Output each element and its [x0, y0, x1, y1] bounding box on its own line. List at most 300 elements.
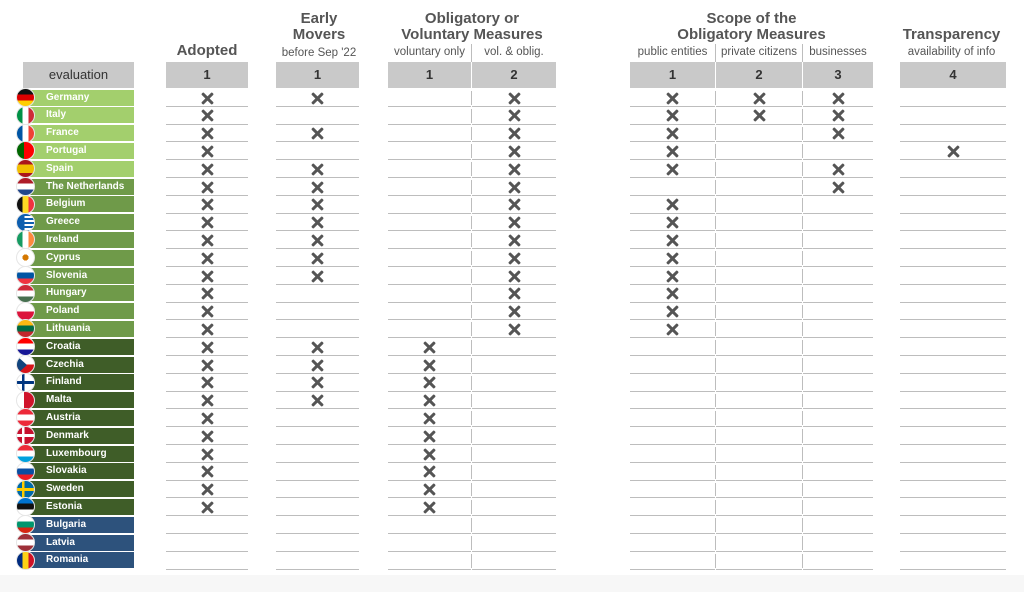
column-divider — [471, 198, 472, 212]
x-mark-icon — [311, 181, 324, 194]
row-line — [388, 230, 471, 231]
column-divider — [715, 109, 716, 123]
row-line — [630, 141, 715, 142]
row-line — [472, 319, 556, 320]
row-line — [388, 373, 471, 374]
column-divider — [715, 518, 716, 532]
country-label-latvia: Latvia — [23, 535, 134, 551]
country-label-romania: Romania — [23, 552, 134, 568]
column-divider — [802, 322, 803, 336]
row-line — [472, 533, 556, 534]
row-line — [472, 159, 556, 160]
x-mark-icon — [832, 127, 845, 140]
column-divider — [715, 198, 716, 212]
x-mark-icon — [201, 109, 214, 122]
row-line — [803, 106, 873, 107]
x-mark-icon — [201, 448, 214, 461]
row-line — [803, 266, 873, 267]
row-line — [388, 159, 471, 160]
row-line — [630, 248, 715, 249]
column-divider — [715, 358, 716, 372]
row-line — [166, 159, 248, 160]
row-line — [900, 284, 1006, 285]
row-line — [166, 373, 248, 374]
column-divider — [471, 162, 472, 176]
row-line — [276, 497, 359, 498]
row-line — [803, 337, 873, 338]
x-mark-icon — [666, 323, 679, 336]
row-line — [803, 533, 873, 534]
row-line — [166, 391, 248, 392]
grade-private-citizens: 2 — [716, 62, 802, 88]
row-line — [276, 444, 359, 445]
row-line — [166, 141, 248, 142]
row-line — [716, 177, 802, 178]
row-line — [472, 462, 556, 463]
column-divider — [802, 91, 803, 105]
country-label-belgium: Belgium — [23, 196, 134, 212]
flag-finland-icon — [16, 373, 35, 392]
row-line — [716, 230, 802, 231]
private-citizens-subtitle: private citizens — [720, 46, 798, 58]
row-line — [276, 569, 359, 570]
row-line — [716, 319, 802, 320]
row-line — [472, 355, 556, 356]
row-line — [900, 355, 1006, 356]
x-mark-icon — [423, 483, 436, 496]
row-line — [716, 195, 802, 196]
grade-voluntary-only: 1 — [388, 62, 471, 88]
column-divider — [715, 144, 716, 158]
column-divider — [471, 394, 472, 408]
x-mark-icon — [666, 163, 679, 176]
row-line — [630, 355, 715, 356]
x-mark-icon — [201, 430, 214, 443]
row-line — [900, 177, 1006, 178]
row-line — [716, 337, 802, 338]
x-mark-icon — [201, 92, 214, 105]
flag-luxembourg-icon — [16, 444, 35, 463]
x-mark-icon — [311, 394, 324, 407]
flag-greece-icon — [16, 213, 35, 232]
row-line — [900, 480, 1006, 481]
column-divider — [471, 500, 472, 514]
row-line — [276, 177, 359, 178]
row-line — [472, 141, 556, 142]
flag-the-netherlands-icon — [16, 177, 35, 196]
country-label-estonia: Estonia — [23, 499, 134, 515]
row-line — [716, 302, 802, 303]
row-line — [803, 391, 873, 392]
row-line — [166, 248, 248, 249]
row-line — [276, 426, 359, 427]
row-line — [166, 408, 248, 409]
flag-malta-icon — [16, 391, 35, 410]
grade-early-movers: 1 — [276, 62, 359, 88]
row-line — [166, 319, 248, 320]
row-line — [630, 497, 715, 498]
row-line — [472, 551, 556, 552]
flag-slovenia-icon — [16, 266, 35, 285]
x-mark-icon — [201, 181, 214, 194]
row-line — [630, 213, 715, 214]
x-mark-icon — [423, 430, 436, 443]
x-mark-icon — [201, 270, 214, 283]
column-divider — [715, 269, 716, 283]
x-mark-icon — [201, 412, 214, 425]
row-line — [472, 480, 556, 481]
row-line — [803, 302, 873, 303]
column-divider — [802, 269, 803, 283]
x-mark-icon — [508, 92, 521, 105]
header-adopted — [166, 43, 248, 59]
row-line — [276, 462, 359, 463]
row-line — [716, 569, 802, 570]
row-line — [900, 533, 1006, 534]
oblig-vol-title-line1: Obligatory or — [424, 10, 520, 27]
column-divider — [715, 305, 716, 319]
row-line — [276, 195, 359, 196]
column-divider — [802, 109, 803, 123]
row-line — [900, 426, 1006, 427]
flag-poland-icon — [16, 302, 35, 321]
row-line — [803, 195, 873, 196]
row-line — [472, 124, 556, 125]
x-mark-icon — [201, 376, 214, 389]
row-line — [276, 302, 359, 303]
row-line — [388, 355, 471, 356]
country-label-italy: Italy — [23, 107, 134, 123]
x-mark-icon — [666, 198, 679, 211]
x-mark-icon — [311, 270, 324, 283]
adopted-title: Adopted — [176, 42, 238, 59]
country-label-cyprus: Cyprus — [23, 250, 134, 266]
row-line — [166, 106, 248, 107]
row-line — [803, 408, 873, 409]
x-mark-icon — [508, 198, 521, 211]
row-line — [388, 141, 471, 142]
row-line — [716, 462, 802, 463]
x-mark-icon — [508, 305, 521, 318]
row-line — [166, 533, 248, 534]
row-line — [803, 426, 873, 427]
row-line — [900, 195, 1006, 196]
column-divider — [802, 536, 803, 550]
column-divider — [715, 216, 716, 230]
row-line — [716, 408, 802, 409]
x-mark-icon — [311, 234, 324, 247]
row-line — [900, 319, 1006, 320]
country-label-ireland: Ireland — [23, 232, 134, 248]
row-line — [716, 444, 802, 445]
country-label-poland: Poland — [23, 303, 134, 319]
column-divider — [802, 358, 803, 372]
flag-italy-icon — [16, 106, 35, 125]
bottom-bar — [0, 575, 1024, 592]
flag-czech-triangle — [17, 356, 27, 374]
row-line — [388, 248, 471, 249]
column-divider — [715, 483, 716, 497]
header-obligatory-voluntary — [388, 11, 556, 43]
row-line — [900, 497, 1006, 498]
column-divider — [715, 411, 716, 425]
row-line — [716, 124, 802, 125]
column-divider — [471, 340, 472, 354]
row-line — [276, 266, 359, 267]
column-divider — [802, 287, 803, 301]
row-line — [900, 408, 1006, 409]
column-divider — [802, 233, 803, 247]
row-line — [472, 373, 556, 374]
x-mark-icon — [666, 92, 679, 105]
x-mark-icon — [423, 394, 436, 407]
row-line — [803, 248, 873, 249]
column-divider — [715, 180, 716, 194]
x-mark-icon — [832, 181, 845, 194]
row-line — [472, 266, 556, 267]
transparency-title: Transparency — [902, 26, 1001, 43]
column-divider — [471, 251, 472, 265]
x-mark-icon — [201, 127, 214, 140]
row-line — [630, 444, 715, 445]
x-mark-icon — [423, 376, 436, 389]
column-divider — [802, 394, 803, 408]
row-line — [276, 284, 359, 285]
column-divider — [715, 322, 716, 336]
row-line — [716, 515, 802, 516]
x-mark-icon — [201, 198, 214, 211]
x-mark-icon — [201, 252, 214, 265]
row-line — [803, 284, 873, 285]
column-divider — [715, 162, 716, 176]
row-line — [803, 462, 873, 463]
row-line — [166, 426, 248, 427]
x-mark-icon — [311, 341, 324, 354]
row-line — [166, 444, 248, 445]
row-line — [630, 462, 715, 463]
x-mark-icon — [423, 465, 436, 478]
row-line — [388, 302, 471, 303]
x-mark-icon — [201, 394, 214, 407]
column-divider — [471, 216, 472, 230]
oblig-vol-title-line2: Voluntary Measures — [401, 26, 543, 43]
column-divider — [471, 376, 472, 390]
x-mark-icon — [201, 359, 214, 372]
row-line — [900, 462, 1006, 463]
row-line — [630, 480, 715, 481]
row-line — [472, 515, 556, 516]
row-line — [166, 551, 248, 552]
column-divider — [715, 394, 716, 408]
row-line — [276, 248, 359, 249]
column-divider — [715, 91, 716, 105]
row-line — [630, 373, 715, 374]
row-line — [388, 444, 471, 445]
column-divider — [471, 465, 472, 479]
row-line — [388, 177, 471, 178]
row-line — [388, 533, 471, 534]
header-scope — [630, 11, 873, 43]
row-line — [276, 230, 359, 231]
early-movers-title-line2: Movers — [292, 26, 346, 43]
row-line — [388, 462, 471, 463]
row-line — [388, 337, 471, 338]
row-line — [900, 266, 1006, 267]
row-line — [472, 213, 556, 214]
x-mark-icon — [423, 448, 436, 461]
row-line — [630, 284, 715, 285]
row-line — [630, 426, 715, 427]
row-line — [900, 124, 1006, 125]
row-line — [803, 159, 873, 160]
row-line — [276, 124, 359, 125]
row-line — [276, 319, 359, 320]
column-divider — [471, 180, 472, 194]
businesses-subtitle: businesses — [809, 46, 867, 58]
x-mark-icon — [666, 109, 679, 122]
row-line — [166, 177, 248, 178]
column-divider — [715, 251, 716, 265]
row-line — [388, 551, 471, 552]
x-mark-icon — [508, 252, 521, 265]
column-divider — [471, 483, 472, 497]
row-line — [803, 373, 873, 374]
row-line — [276, 141, 359, 142]
row-line — [630, 195, 715, 196]
row-line — [630, 569, 715, 570]
grade-public-entities: 1 — [630, 62, 715, 88]
row-line — [630, 230, 715, 231]
row-line — [472, 106, 556, 107]
flag-sweden-icon — [16, 480, 35, 499]
x-mark-icon — [947, 145, 960, 158]
row-line — [388, 391, 471, 392]
column-divider — [802, 198, 803, 212]
row-line — [472, 426, 556, 427]
country-label-hungary: Hungary — [23, 285, 134, 301]
country-label-bulgaria: Bulgaria — [23, 517, 134, 533]
country-label-sweden: Sweden — [23, 481, 134, 497]
x-mark-icon — [666, 287, 679, 300]
row-line — [472, 284, 556, 285]
row-line — [716, 533, 802, 534]
row-line — [276, 213, 359, 214]
row-line — [900, 373, 1006, 374]
country-label-france: France — [23, 125, 134, 141]
column-divider — [715, 447, 716, 461]
row-line — [630, 408, 715, 409]
row-line — [716, 106, 802, 107]
row-line — [900, 302, 1006, 303]
column-divider — [715, 340, 716, 354]
x-mark-icon — [311, 163, 324, 176]
row-line — [900, 106, 1006, 107]
scope-title-line2: Obligatory Measures — [677, 26, 826, 43]
row-line — [276, 480, 359, 481]
row-line — [803, 177, 873, 178]
x-mark-icon — [508, 163, 521, 176]
column-divider — [802, 251, 803, 265]
row-line — [630, 106, 715, 107]
x-mark-icon — [508, 181, 521, 194]
country-label-malta: Malta — [23, 392, 134, 408]
column-divider — [802, 127, 803, 141]
x-mark-icon — [753, 92, 766, 105]
row-line — [166, 515, 248, 516]
row-line — [472, 230, 556, 231]
row-line — [276, 337, 359, 338]
row-line — [630, 551, 715, 552]
x-mark-icon — [201, 483, 214, 496]
column-divider — [471, 269, 472, 283]
transparency-subtitle: availability of info — [907, 46, 996, 58]
grade-vol-oblig: 2 — [472, 62, 556, 88]
x-mark-icon — [508, 287, 521, 300]
row-line — [803, 515, 873, 516]
evaluation-header: evaluation — [23, 62, 134, 88]
x-mark-icon — [666, 127, 679, 140]
row-line — [166, 497, 248, 498]
vol-oblig-subtitle: vol. & oblig. — [484, 46, 544, 58]
column-divider — [802, 411, 803, 425]
column-divider — [471, 127, 472, 141]
column-divider — [802, 447, 803, 461]
row-line — [803, 124, 873, 125]
x-mark-icon — [832, 109, 845, 122]
row-line — [900, 141, 1006, 142]
flag-slovakia-icon — [16, 462, 35, 481]
row-line — [716, 141, 802, 142]
x-mark-icon — [666, 305, 679, 318]
x-mark-icon — [508, 234, 521, 247]
x-mark-icon — [508, 216, 521, 229]
column-divider — [471, 287, 472, 301]
x-mark-icon — [666, 234, 679, 247]
country-label-finland: Finland — [23, 374, 134, 390]
row-line — [472, 444, 556, 445]
column-divider — [802, 144, 803, 158]
row-line — [166, 230, 248, 231]
country-label-denmark: Denmark — [23, 428, 134, 444]
flag-germany-icon — [16, 88, 35, 107]
row-line — [900, 391, 1006, 392]
row-line — [166, 462, 248, 463]
row-line — [472, 337, 556, 338]
x-mark-icon — [311, 252, 324, 265]
row-line — [803, 141, 873, 142]
country-label-czechia: Czechia — [23, 357, 134, 373]
country-label-spain: Spain — [23, 161, 134, 177]
row-line — [166, 355, 248, 356]
row-line — [276, 515, 359, 516]
row-line — [166, 284, 248, 285]
column-divider — [715, 536, 716, 550]
row-line — [388, 515, 471, 516]
country-label-the-netherlands: The Netherlands — [23, 179, 134, 195]
row-line — [803, 551, 873, 552]
row-line — [630, 391, 715, 392]
column-divider — [471, 91, 472, 105]
row-line — [388, 497, 471, 498]
column-divider — [802, 518, 803, 532]
row-line — [803, 355, 873, 356]
row-line — [166, 337, 248, 338]
x-mark-icon — [666, 145, 679, 158]
grade-adopted: 1 — [166, 62, 248, 88]
row-line — [472, 177, 556, 178]
row-line — [388, 266, 471, 267]
row-line — [166, 266, 248, 267]
